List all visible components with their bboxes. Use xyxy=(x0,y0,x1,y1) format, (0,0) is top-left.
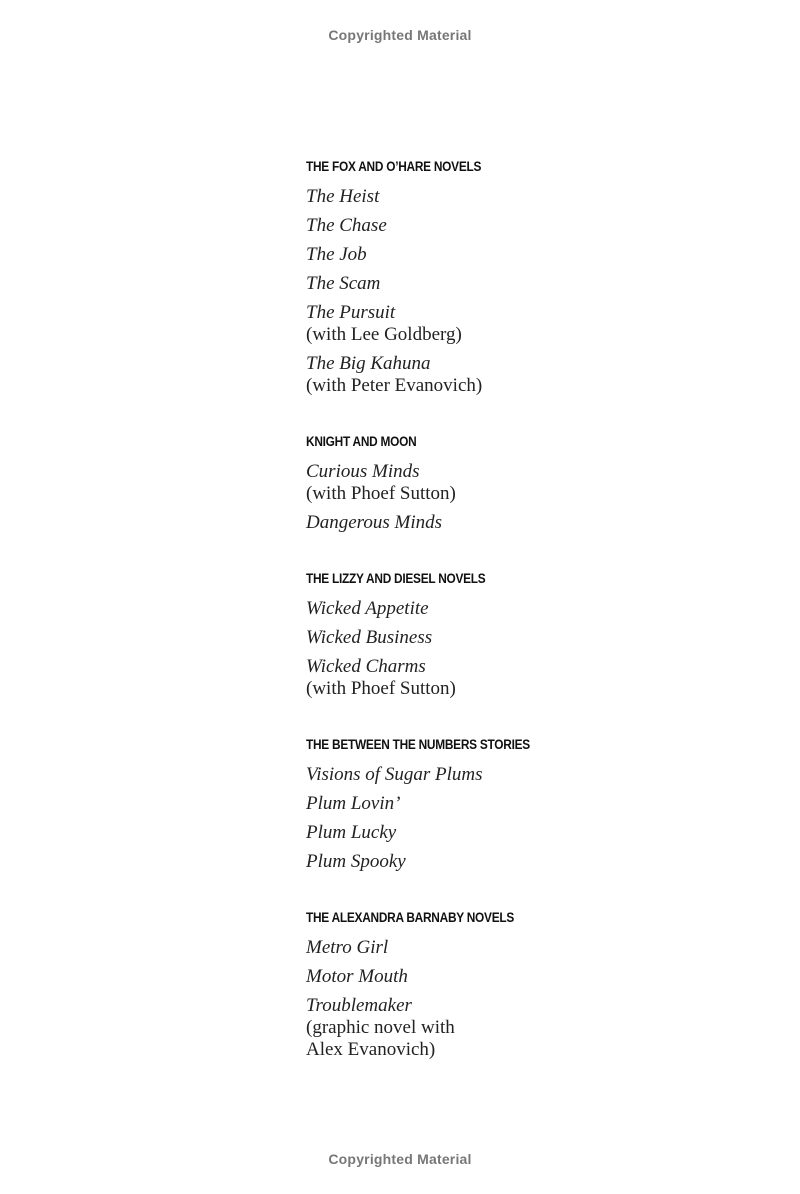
section-fox-and-ohare xyxy=(306,154,766,397)
book-coauthor-note: (with Peter Evanovich) xyxy=(306,375,483,396)
book-entry xyxy=(306,598,766,620)
section-heading: THE LIZZY AND DIESEL NOVELS xyxy=(306,571,486,586)
section-alexandra-barnaby xyxy=(306,905,766,1061)
book-entry xyxy=(306,461,766,505)
book-coauthor-note: (with Lee Goldberg) xyxy=(306,324,462,345)
section-between-the-numbers xyxy=(306,732,766,873)
book-title: The Job xyxy=(306,244,367,265)
section-knight-and-moon xyxy=(306,429,766,534)
book-entry xyxy=(306,244,766,266)
book-title: Metro Girl xyxy=(306,937,389,958)
book-entry xyxy=(306,273,766,295)
book-entry xyxy=(306,353,766,397)
book-title: The Heist xyxy=(306,186,380,207)
section-lizzy-and-diesel xyxy=(306,566,766,700)
book-entry xyxy=(306,215,766,237)
book-title: Wicked Charms xyxy=(306,656,426,677)
book-list xyxy=(306,154,766,1093)
book-entry xyxy=(306,186,766,208)
book-title: Troublemaker xyxy=(306,995,412,1016)
book-coauthor-note: (with Phoef Sutton) xyxy=(306,483,456,504)
book-title: Plum Lovin’ xyxy=(306,793,401,814)
section-heading: THE ALEXANDRA BARNABY NOVELS xyxy=(306,910,515,925)
section-heading: KNIGHT AND MOON xyxy=(306,434,417,449)
book-title: Motor Mouth xyxy=(306,966,408,987)
book-coauthor-note: (graphic novel with Alex Evanovich) xyxy=(306,1017,455,1060)
book-entry xyxy=(306,822,766,844)
book-entry xyxy=(306,851,766,873)
book-title: Dangerous Minds xyxy=(306,512,442,533)
book-title: Plum Spooky xyxy=(306,851,406,872)
book-title: The Big Kahuna xyxy=(306,353,431,374)
book-entry xyxy=(306,627,766,649)
book-entry xyxy=(306,656,766,700)
book-entry xyxy=(306,966,766,988)
book-title: Visions of Sugar Plums xyxy=(306,764,483,785)
book-entry xyxy=(306,302,766,346)
book-entry xyxy=(306,995,766,1061)
book-entry xyxy=(306,512,766,534)
book-entry xyxy=(306,793,766,815)
copyright-watermark-bottom: Copyrighted Material xyxy=(328,1151,472,1167)
copyright-watermark-top: Copyrighted Material xyxy=(328,27,472,43)
book-entry xyxy=(306,764,766,786)
section-heading: THE FOX AND O’HARE NOVELS xyxy=(306,159,482,174)
book-title: The Chase xyxy=(306,215,387,236)
book-title: Curious Minds xyxy=(306,461,420,482)
section-heading: THE BETWEEN THE NUMBERS STORIES xyxy=(306,737,530,752)
book-title: The Pursuit xyxy=(306,302,396,323)
book-title: Wicked Business xyxy=(306,627,433,648)
book-title: Plum Lucky xyxy=(306,822,397,843)
book-title: Wicked Appetite xyxy=(306,598,429,619)
book-title: The Scam xyxy=(306,273,381,294)
book-coauthor-note: (with Phoef Sutton) xyxy=(306,678,456,699)
book-entry xyxy=(306,937,766,959)
